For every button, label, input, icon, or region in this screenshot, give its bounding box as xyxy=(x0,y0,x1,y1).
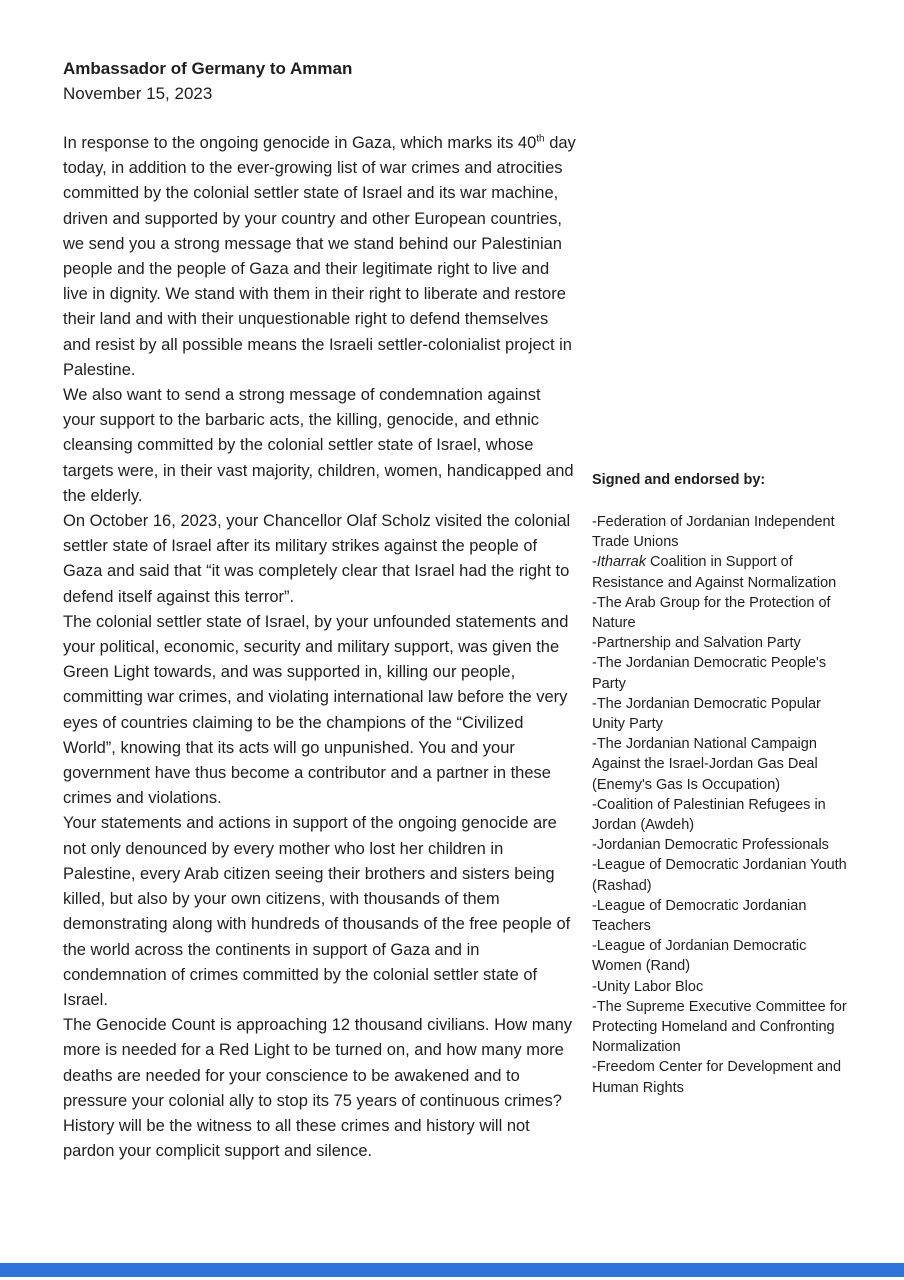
endorsement-item: -Freedom Center for Development and Human Rights xyxy=(592,1059,842,1096)
endorsements-list xyxy=(592,512,848,1098)
footer-accent-bar xyxy=(0,1263,904,1277)
endorsement-item: -Partnership and Salvation Party xyxy=(592,635,801,652)
body-paragraph: The Genocide Count is approaching 12 thousand civilians. How many more is needed for a Red Light to be turned on, and how many more deaths are needed for your conscience to be awakened and to pressure your colonial ally to stop its 75 years of continuous crimes? xyxy=(63,1016,573,1110)
endorsement-item: -League of Democratic Jordanian Teachers xyxy=(592,897,807,935)
letter-main-column xyxy=(63,56,577,1164)
endorsement-item: -The Jordanian National Campaign Against the Israel-Jordan Gas Deal (Enemy's Gas Is Occupation) xyxy=(592,736,818,793)
body-paragraph: On October 16, 2023, your Chancellor Olaf Scholz visited the colonial settler state of Israel after its military strikes against the people of Gaza and said that “it was completely clear that Israel had the right to defend itself against this terror”. xyxy=(63,512,571,606)
endorsements-column xyxy=(592,470,848,1098)
endorsement-item: -League of Democratic Jordanian Youth (Rashad) xyxy=(592,857,847,894)
endorsement-item: -Itharrak Coalition in Support of Resistance and Against Normalization xyxy=(592,554,837,591)
endorsement-item: -Unity Labor Bloc xyxy=(592,978,704,995)
body-paragraph: In response to the ongoing genocide in Gaza, which marks its 40th day today, in addition to the ever-growing list of war crimes and atrocities committed by the colonial settler state of Israel and its war machine, driven and supported by your country and other European countries, we send you a strong message that we stand behind our Palestinian people and the people of Gaza and their legitimate right to live and live in dignity. We stand with them in their right to liberate and restore their land and with their unquestionable right to defend themselves and resist by all possible means the Israeli settler-colonialist project in Palestine. xyxy=(63,133,576,379)
endorsement-item: -League of Jordanian Democratic Women (Rand) xyxy=(592,938,807,975)
endorsement-item: -The Arab Group for the Protection of Nature xyxy=(592,594,831,632)
body-paragraph: We also want to send a strong message of condemnation against your support to the barbaric acts, the killing, genocide, and ethnic cleansing committed by the colonial settler state of Israel, whose targets were, in their vast majority, children, women, handicapped and the elderly. xyxy=(63,386,574,505)
letter-recipient-title: Ambassador of Germany to Amman xyxy=(63,59,353,78)
body-paragraph: The colonial settler state of Israel, by your unfounded statements and your political, economic, security and military support, was given the Green Light towards, and was supported in, killing our people, committing war crimes, and violating international law before the very eyes of countries claiming to be the champions of the “Civilized World”, knowing that its acts will go unpunished. You and your government have thus become a contributor and a partner in these crimes and violations. xyxy=(63,612,569,808)
endorsement-item: -Federation of Jordanian Independent Trade Unions xyxy=(592,514,835,551)
endorsement-item: -The Jordanian Democratic Popular Unity Party xyxy=(592,695,821,733)
letter-date: November 15, 2023 xyxy=(63,84,213,103)
endorsement-item: -Coalition of Palestinian Refugees in Jordan (Awdeh) xyxy=(592,796,826,834)
endorsement-item: -Jordanian Democratic Professionals xyxy=(592,837,829,854)
endorsements-heading: Signed and endorsed by: xyxy=(592,472,766,488)
letter-body xyxy=(63,131,577,1164)
endorsement-item: -The Jordanian Democratic People's Party xyxy=(592,655,827,692)
body-paragraph: Your statements and actions in support of the ongoing genocide are not only denounced by every mother who lost her children in Palestine, every Arab citizen seeing their brothers and sisters being killed, but also by your own citizens, with thousands of them demonstrating along with hundreds of thousands of the free people of the world across the continents in support of Gaza and in condemnation of crimes committed by the colonial settler state of Israel. xyxy=(63,814,571,1009)
endorsement-item: -The Supreme Executive Committee for Protecting Homeland and Confronting Normalization xyxy=(592,998,847,1056)
body-paragraph: History will be the witness to all these crimes and history will not pardon your complicit support and silence. xyxy=(63,1116,530,1161)
